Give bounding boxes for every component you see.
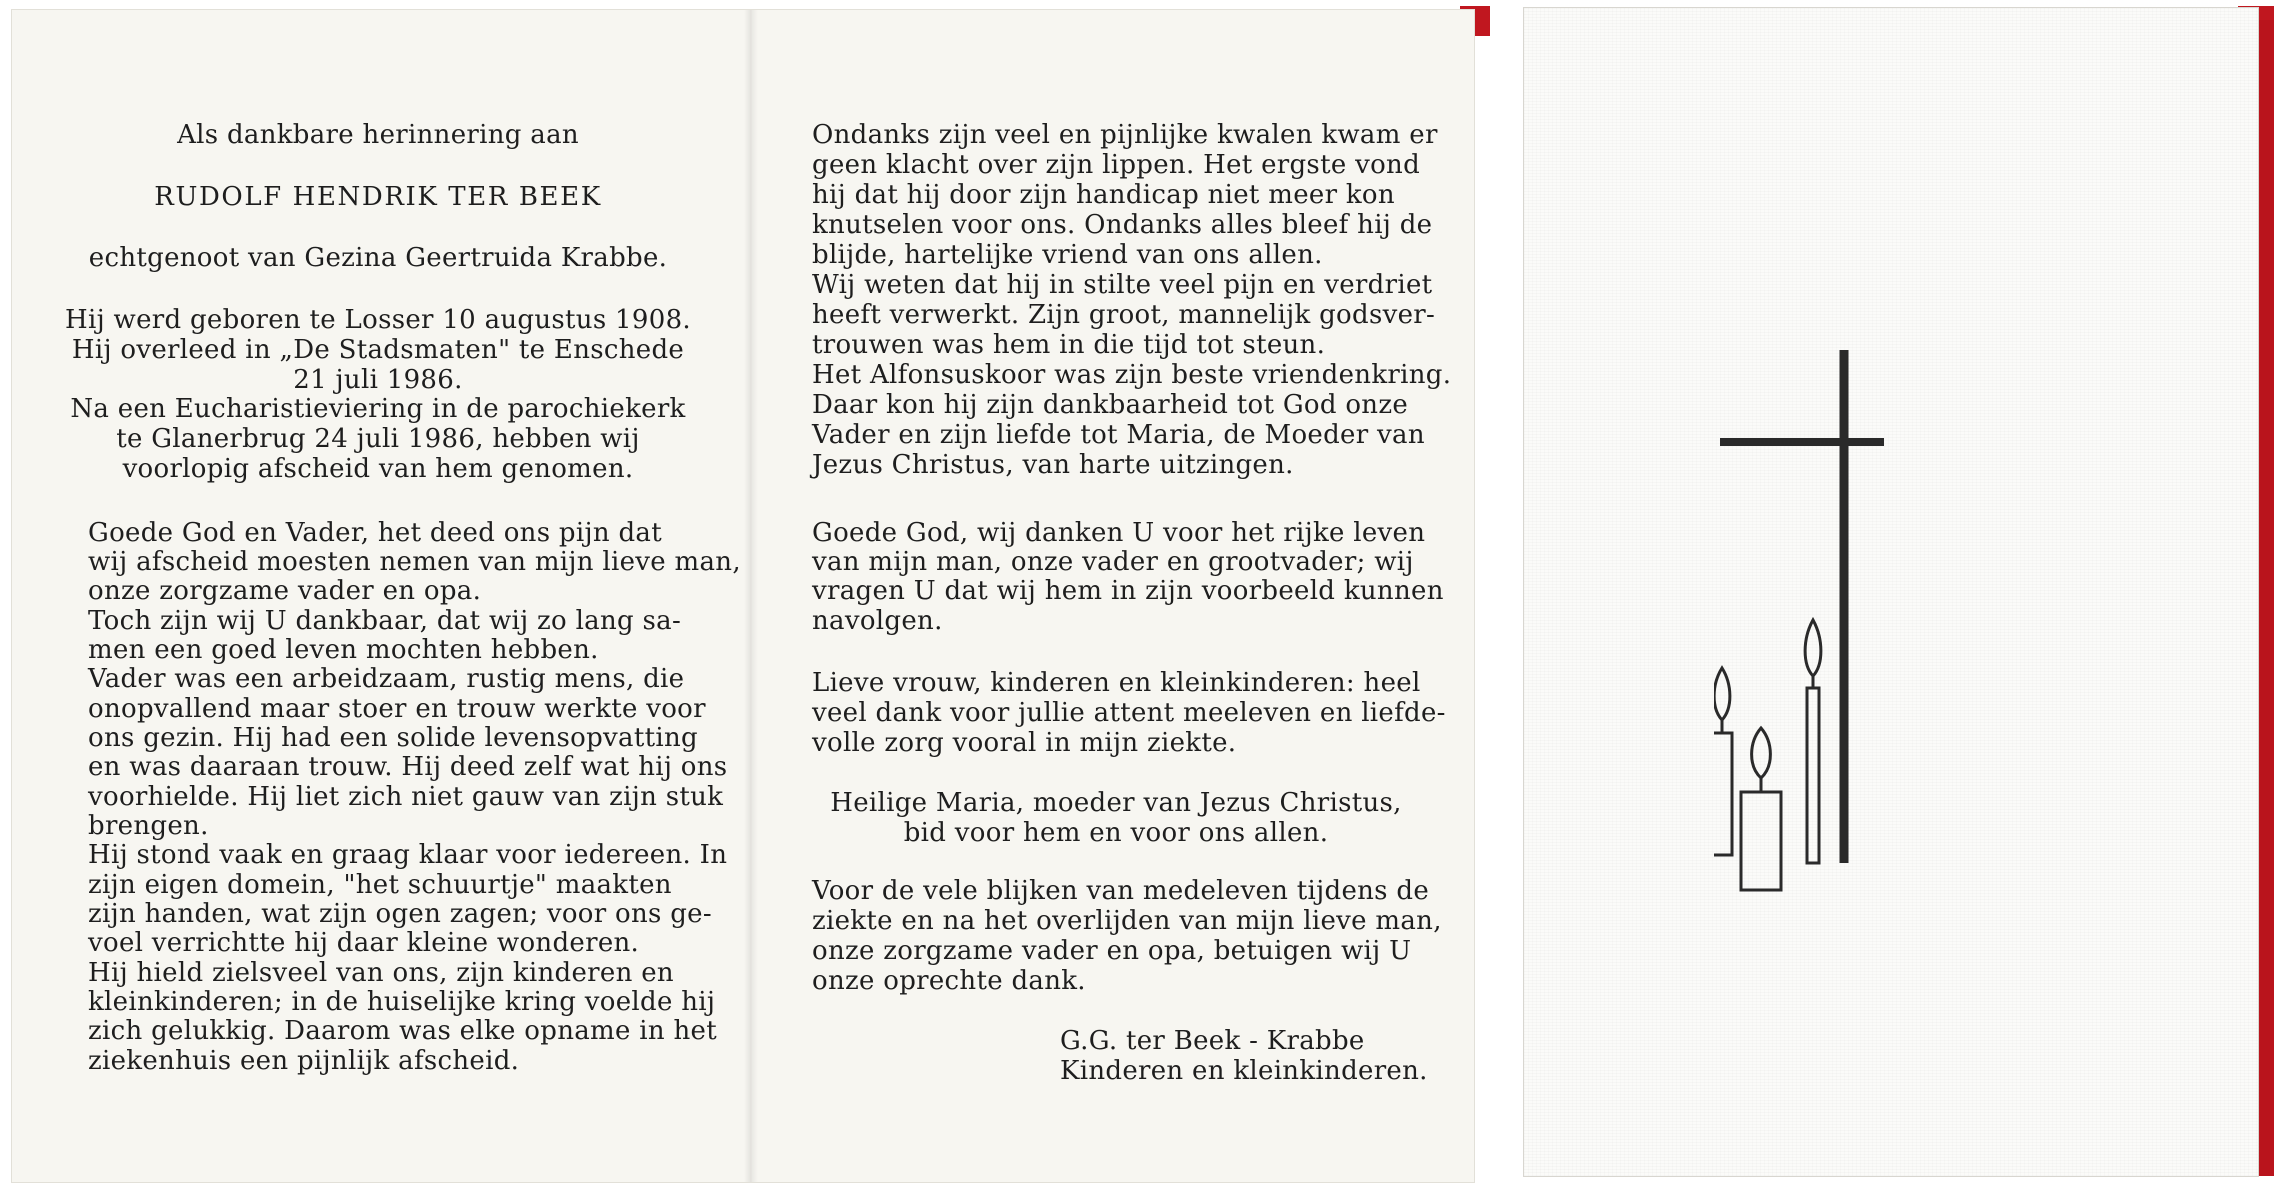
intro-line: Als dankbare herinnering aan bbox=[177, 120, 579, 150]
text-line: trouwen was hem in die tijd tot steun. bbox=[812, 330, 1326, 360]
bio-line: Hij werd geboren te Losser 10 augustus 1908. bbox=[65, 305, 691, 335]
signature-line: G.G. ter Beek - Krabbe bbox=[1060, 1026, 1365, 1056]
text-line: Vader en zijn liefde tot Maria, de Moeder van bbox=[812, 420, 1425, 450]
text-line: Jezus Christus, van harte uitzingen. bbox=[812, 450, 1294, 480]
deceased-name: RUDOLF HENDRIK TER BEEK bbox=[154, 182, 602, 212]
memorial-card-front bbox=[1524, 8, 2258, 1176]
text-line: heeft verwerkt. Zijn groot, mannelijk godsver- bbox=[812, 300, 1436, 330]
text-line: zich gelukkig. Daarom was elke opname in het bbox=[88, 1016, 717, 1046]
text-line: geen klacht over zijn lippen. Het ergste vond bbox=[812, 150, 1421, 180]
text-line: Hij stond vaak en graag klaar voor iedereen. In bbox=[88, 840, 728, 870]
text-line: ziekenhuis een pijnlijk afscheid. bbox=[88, 1046, 520, 1076]
bio-line: Hij overleed in „De Stadsmaten" te Enschede bbox=[71, 335, 685, 365]
bio-line: Na een Eucharistieviering in de parochiekerk bbox=[70, 394, 686, 424]
invocation-line: bid voor hem en voor ons allen. bbox=[903, 818, 1329, 848]
thanks-line: onze zorgzame vader en opa, betuigen wij U bbox=[812, 936, 1412, 966]
text-line: Het Alfonsuskoor was zijn beste vriendenkring. bbox=[812, 360, 1452, 390]
prayer-line: vragen U dat wij hem in zijn voorbeeld kunnen bbox=[812, 576, 1444, 606]
text-line: blijde, hartelijke vriend van ons allen. bbox=[812, 240, 1323, 270]
bio-line: 21 juli 1986. bbox=[293, 365, 463, 395]
text-line: hij dat hij door zijn handicap niet meer kon bbox=[812, 180, 1395, 210]
text-line: voel verrichtte hij daar kleine wonderen. bbox=[88, 928, 640, 958]
text-line: onopvallend maar stoer en trouw werkte voor bbox=[88, 694, 706, 724]
thanks-line: ziekte en na het overlijden van mijn lieve man, bbox=[812, 906, 1442, 936]
text-line: Daar kon hij zijn dankbaarheid tot God onze bbox=[812, 390, 1409, 420]
text-line: Ondanks zijn veel en pijnlijke kwalen kwam er bbox=[812, 120, 1438, 150]
text-line: voorhielde. Hij liet zich niet gauw van zijn stuk bbox=[88, 782, 724, 812]
farewell-line: Lieve vrouw, kinderen en kleinkinderen: heel bbox=[812, 668, 1421, 698]
cross-with-candles-icon bbox=[1714, 338, 1914, 898]
bio-line: voorlopig afscheid van hem genomen. bbox=[122, 454, 634, 484]
farewell-line: volle zorg vooral in mijn ziekte. bbox=[812, 728, 1237, 758]
thanks-line: onze oprechte dank. bbox=[812, 966, 1086, 996]
invocation-line: Heilige Maria, moeder van Jezus Christus, bbox=[830, 788, 1402, 818]
thanks-line: Voor de vele blijken van medeleven tijdens de bbox=[812, 876, 1430, 906]
text-line: Wij weten dat hij in stilte veel pijn en verdriet bbox=[812, 270, 1433, 300]
text-line: Goede God en Vader, het deed ons pijn dat bbox=[88, 518, 662, 548]
text-line: brengen. bbox=[88, 811, 209, 841]
text-line: kleinkinderen; in de huiselijke kring voelde hij bbox=[88, 987, 716, 1017]
text-line: zijn eigen domein, "het schuurtje" maakten bbox=[88, 870, 672, 900]
text-line: men een goed leven mochten hebben. bbox=[88, 635, 599, 665]
bio-line: te Glanerbrug 24 juli 1986, hebben wij bbox=[116, 424, 640, 454]
text-line: ons gezin. Hij had een solide levensopvatting bbox=[88, 723, 698, 753]
text-line: onze zorgzame vader en opa. bbox=[88, 576, 482, 606]
card-fold bbox=[744, 10, 758, 1182]
prayer-line: Goede God, wij danken U voor het rijke leven bbox=[812, 518, 1426, 548]
farewell-line: veel dank voor jullie attent meeleven en liefde- bbox=[812, 698, 1446, 728]
spouse-line: echtgenoot van Gezina Geertruida Krabbe. bbox=[88, 243, 668, 273]
signature-line: Kinderen en kleinkinderen. bbox=[1060, 1056, 1428, 1086]
text-line: zijn handen, wat zijn ogen zagen; voor ons ge- bbox=[88, 899, 712, 929]
text-line: knutselen voor ons. Ondanks alles bleef hij de bbox=[812, 210, 1433, 240]
text-line: wij afscheid moesten nemen van mijn lieve man, bbox=[88, 547, 741, 577]
memorial-card-inside bbox=[12, 10, 1474, 1182]
prayer-line: van mijn man, onze vader en grootvader; wij bbox=[812, 547, 1414, 577]
text-line: Hij hield zielsveel van ons, zijn kinderen en bbox=[88, 958, 674, 988]
text-line: Vader was een arbeidzaam, rustig mens, die bbox=[88, 664, 685, 694]
text-line: en was daaraan trouw. Hij deed zelf wat hij ons bbox=[88, 752, 728, 782]
prayer-line: navolgen. bbox=[812, 606, 943, 636]
text-line: Toch zijn wij U dankbaar, dat wij zo lang sa- bbox=[88, 606, 682, 636]
